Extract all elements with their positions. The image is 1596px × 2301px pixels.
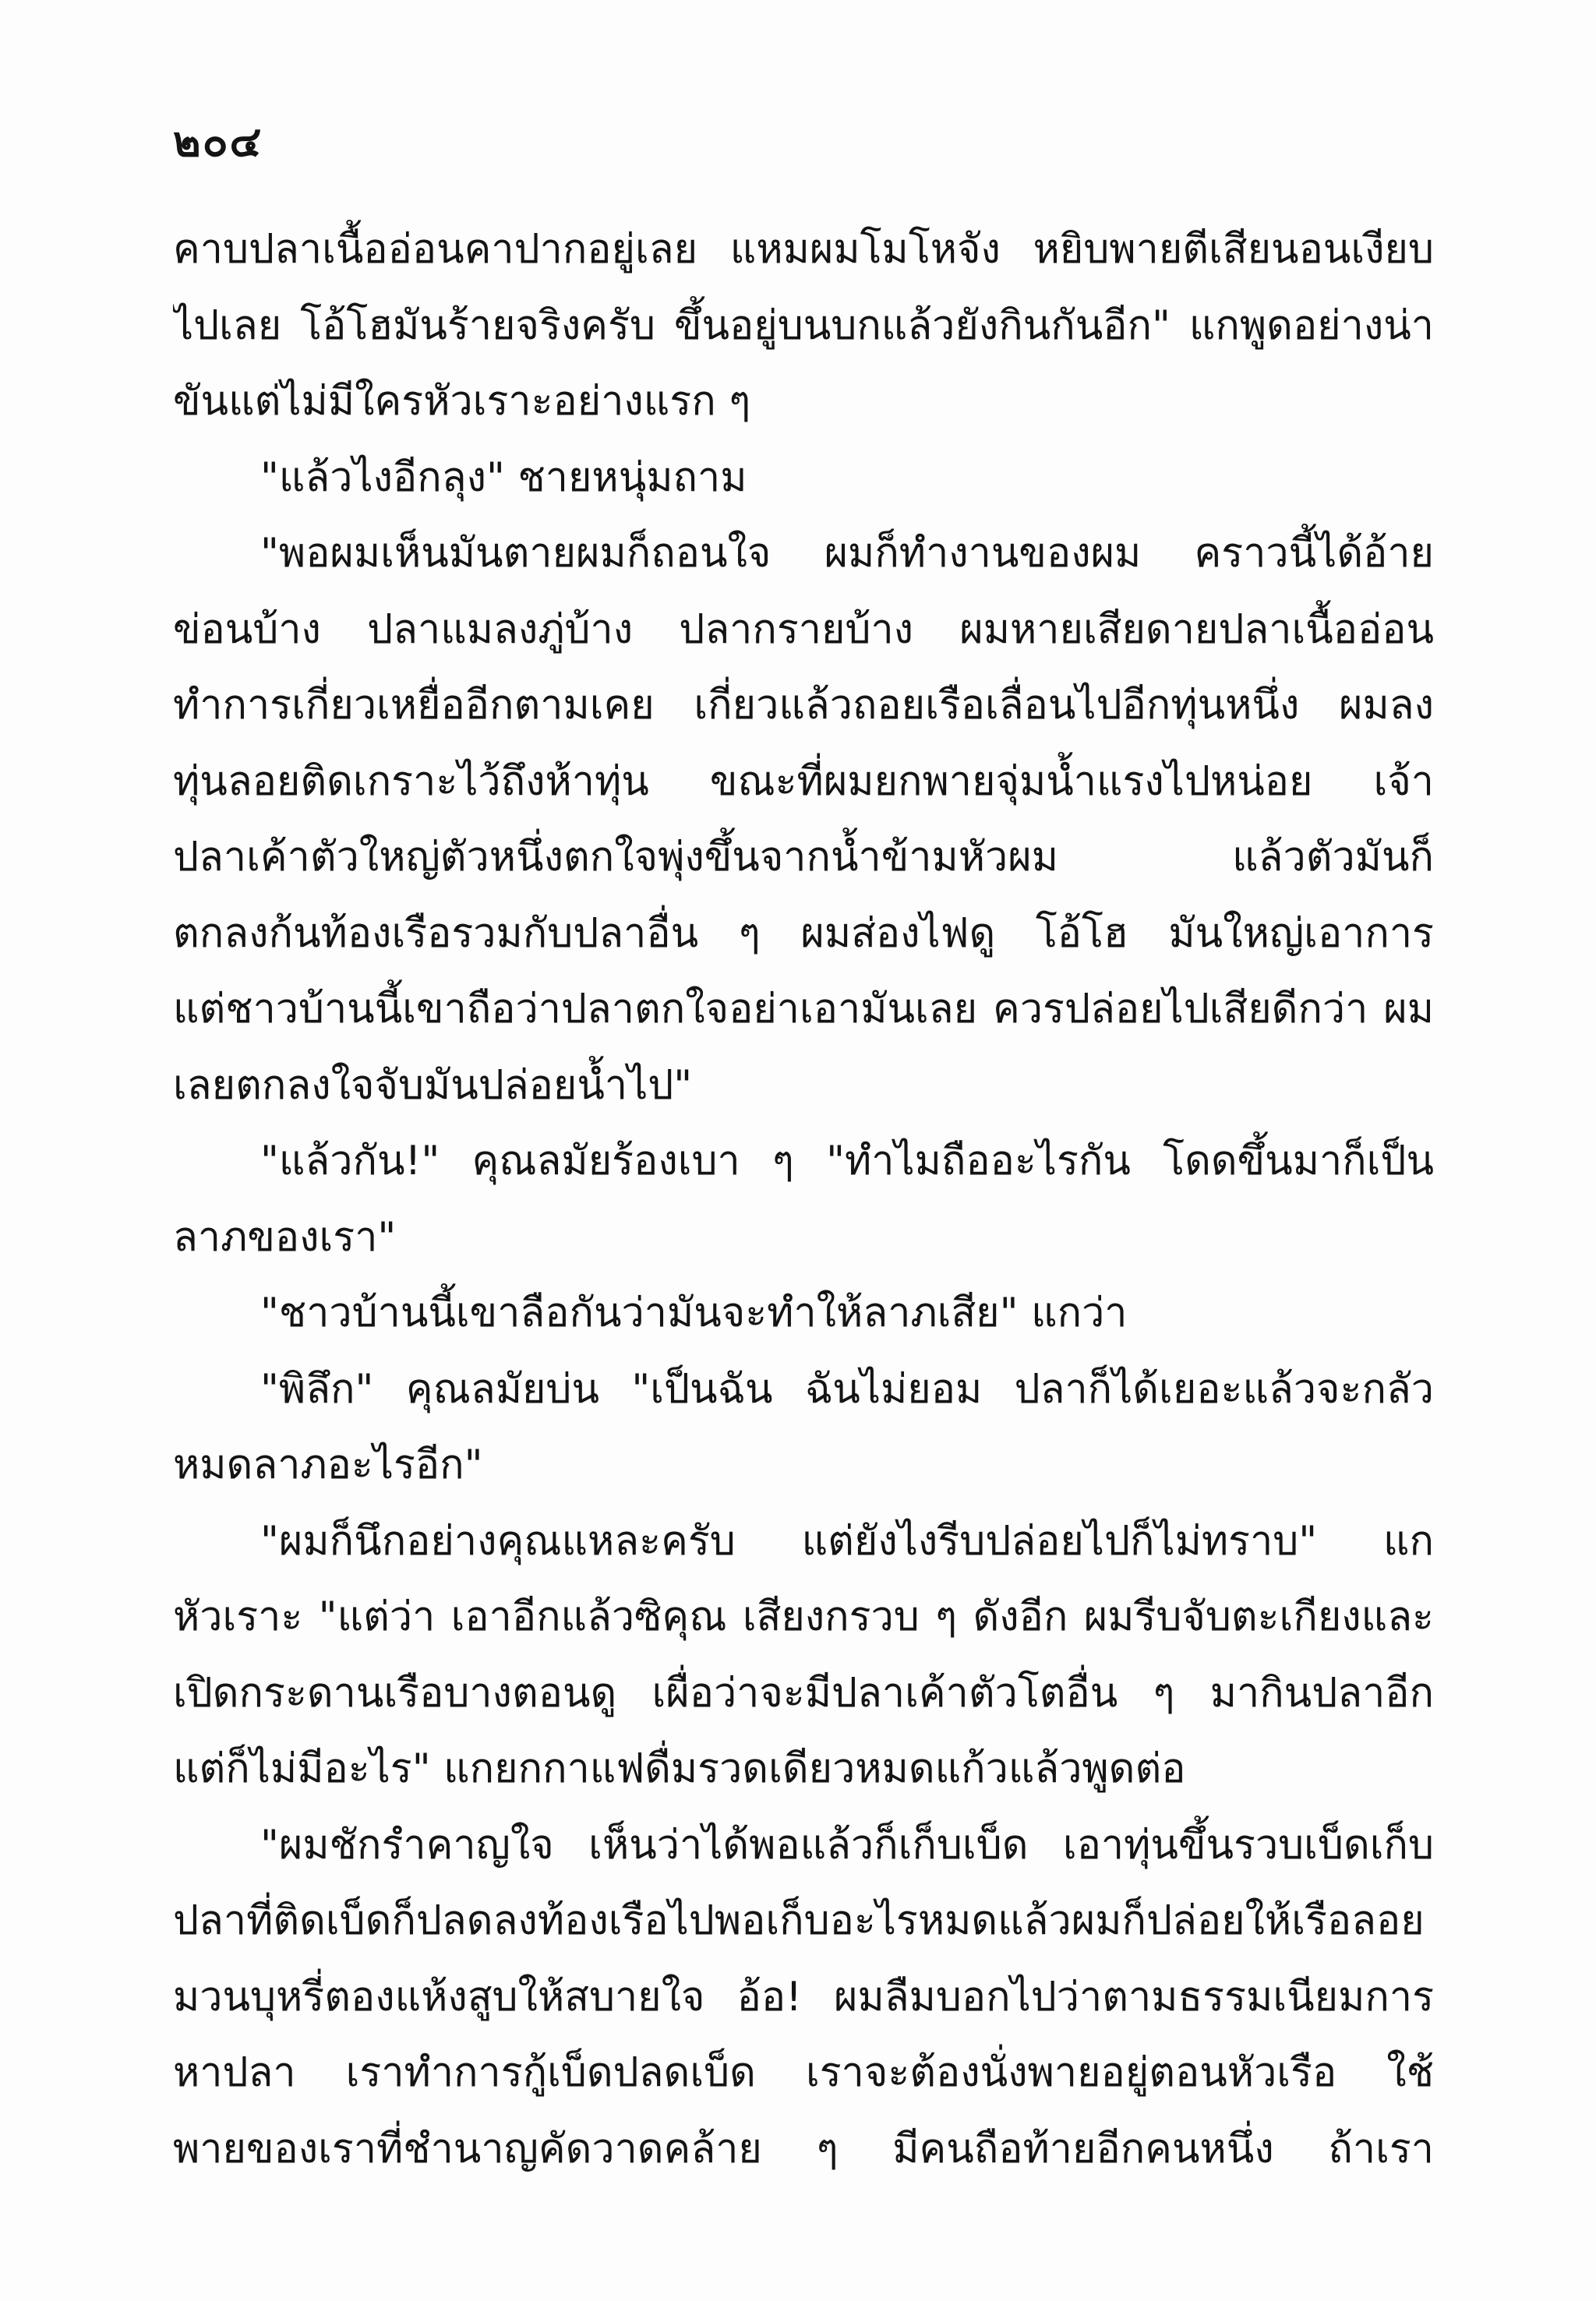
text-line: ไปเลย โอ้โฮมันร้ายจริงครับ ขึ้นอยู่บนบกแล้วยังกินกันอีก" แกพูดอย่างน่า [173,302,1434,349]
text-line: เลยตกลงใจจับมันปล่อยน้ำไป" [173,1061,693,1109]
text-line: "ชาวบ้านนี้เขาลือกันว่ามันจะทำให้ลาภเสีย" แกว่า [260,1290,1128,1336]
text-line: ตกลงก้นท้องเรือรวมกับปลาอื่น ๆ ผมส่องไฟดู โอ้โฮ มันใหญ่เอาการ [173,909,1434,957]
text-line: "แล้วไงอีกลุง" ชายหนุ่มถาม [260,453,747,501]
text-line: "ผมชักรำคาญใจ เห็นว่าได้พอแล้วก็เก็บเบ็ด เอาทุ่นขึ้นรวบเบ็ดเก็บ [260,1821,1434,1869]
text-line: ทำการเกี่ยวเหยื่ออีกตามเคย เกี่ยวแล้วถอยเรือเลื่อนไปอีกทุ่นหนึ่ง ผมลง [173,682,1434,729]
text-line: พายของเราที่ชำนาญคัดวาดคล้าย ๆ มีคนถือท้ายอีกคนหนึ่ง ถ้าเรา [173,2125,1434,2172]
text-line: หมดลาภอะไรอีก" [173,1442,483,1488]
text-line: "แล้วกัน!" คุณลมัยร้องเบา ๆ "ทำไมถืออะไรกัน โดดขึ้นมาก็เป็น [260,1138,1434,1184]
text-line: ปลาเค้าตัวใหญ่ตัวหนึ่งตกใจพุ่งขึ้นจากน้ำข้ามหัวผม แล้วตัวมันก็ [173,834,1434,881]
text-line: ขันแต่ไม่มีใครหัวเราะอย่างแรก ๆ [173,378,751,425]
text-line: หัวเราะ "แต่ว่า เอาอีกแล้วซิคุณ เสียงกรวบ ๆ ดังอีก ผมรีบจับตะเกียงและ [173,1593,1434,1640]
text-line: "ผมก็นึกอย่างคุณแหละครับ แต่ยังไงรีบปล่อยไปก็ไม่ทราบ" แก [260,1517,1434,1565]
text-line: "พิลึก" คุณลมัยบ่น "เป็นฉัน ฉันไม่ยอม ปลาก็ได้เยอะแล้วจะกลัว [260,1365,1434,1413]
text-line: เปิดกระดานเรือบางตอนดู เผื่อว่าจะมีปลาเค้าตัวโตอื่น ๆ มากินปลาอีก [173,1669,1434,1717]
text-line: แต่ชาวบ้านนี้เขาถือว่าปลาตกใจอย่าเอามันเลย ควรปล่อยไปเสียดีกว่า ผม [173,986,1434,1032]
text-line: หาปลา เราทำการกู้เบ็ดปลดเบ็ด เราจะต้องนั่งพายอยู่ตอนหัวเรือ ใช้ [173,2049,1434,2096]
text-line: แต่ก็ไม่มีอะไร" แกยกกาแฟดื่มรวดเดียวหมดแก้วแล้วพูดต่อ [173,1745,1186,1792]
text-line: ข่อนบ้าง ปลาแมลงภู่บ้าง ปลากรายบ้าง ผมหายเสียดายปลาเนื้ออ่อน [173,605,1434,653]
text-line: ปลาที่ติดเบ็ดก็ปลดลงท้องเรือไปพอเก็บอะไรหมดแล้วผมก็ปล่อยให้เรือลอย [173,1897,1425,1944]
text-line: "พอผมเห็นมันตายผมก็ถอนใจ ผมก็ทำงานของผม คราวนี้ได้อ้าย [260,530,1434,577]
text-line: มวนบุหรี่ตองแห้งสูบให้สบายใจ อ้อ! ผมลืมบอกไปว่าตามธรรมเนียมการ [173,1973,1434,2020]
body-text [173,212,1434,2187]
text-line: ลาภของเรา" [173,1213,397,1261]
text-line: คาบปลาเนื้ออ่อนคาปากอยู่เลย แหมผมโมโหจัง หยิบพายตีเสียนอนเงียบ [173,226,1434,273]
page-number: ๒๐๔ [173,117,263,166]
text-line: ทุ่นลอยติดเกราะไว้ถึงห้าทุ่น ขณะที่ผมยกพายจุ่มน้ำแรงไปหน่อย เจ้า [173,757,1434,805]
